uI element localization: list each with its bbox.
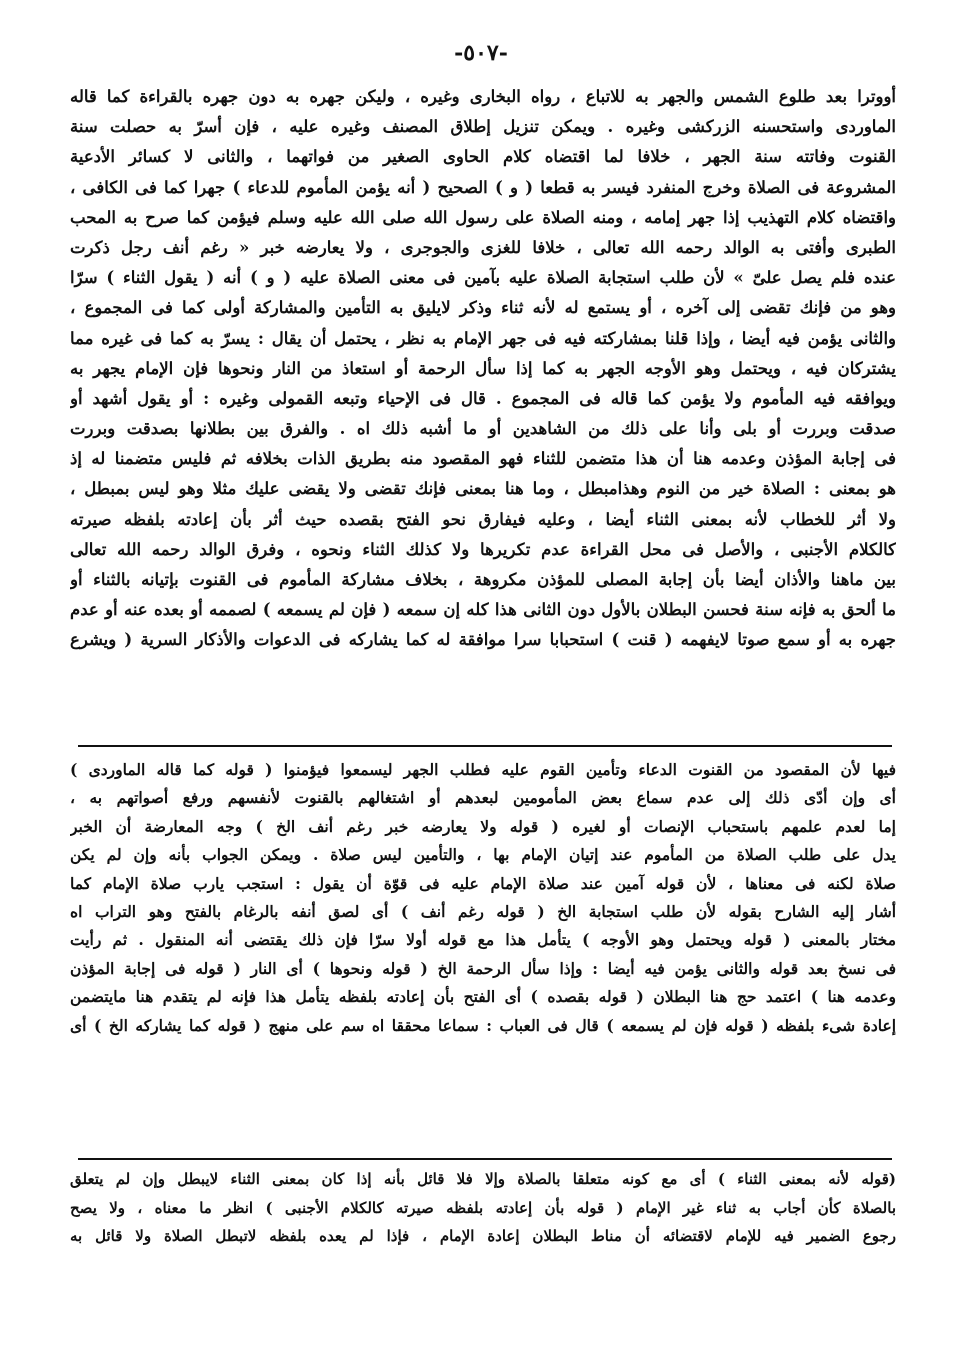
main-text-line: أووترا بعد طلوع الشمس والجهر به للاتباع ، رواه البخارى وغيره ، وليكن جهره به دون جهره بالقراءة كما قاله <box>70 87 896 106</box>
commentary-line: إما لعدم علمهم باستحباب الإنصات أو لغيره ( قوله ولا يعارضه خبر رغم أنف الخ ) وجه المعارضة أن الخبر <box>70 816 896 836</box>
page-number: -٥٠٧- <box>454 40 508 66</box>
commentary-block <box>70 756 896 1040</box>
commentary-line: صلاة لكنه فى معناها ، لأن قوله آمين عند صلاة الإمام عليه فى قوّة أن يقول : استجب يارب صلاة الإمام كما <box>70 873 896 893</box>
commentary-line: أشار إليه الشارح بقوله لأن طلب استجابة الخ ( قوله رغم أنف ) أى لصق أنفه بالرغام بالفتح وهو التراب اه <box>70 901 896 921</box>
main-text-line: فى إجابة المؤذن وعدمه هنا أن هذا متضمن للثناء فهو المقصود منه بطريق الذات بخلافه ثم فليس متضمنا له إذ <box>70 449 896 469</box>
commentary-line: إعادة شىء بلفظه ( قوله فإن لم يسمعه ) قال فى العباب : سماعا محققا اه سم على منهج ( قوله كما يشاركه الخ ) أى <box>70 1015 896 1035</box>
main-text-line: الماوردى واستحسنه الزركشى وغيره . ويمكن تنزيل إطلاق المصنف وغيره عليه ، فإن أسرّ به حصلت سنة <box>70 117 896 137</box>
main-text-line: هو بمعنى : الصلاة خير من النوم وهذامبطل ، وما هنا بمعنى فإنك تقضى ولا يقضى عليك مثلا وهو ليس بمبطل ، <box>70 479 896 499</box>
commentary-line: وعدمه هنا ) اعتمد حج هنا البطلان ( قوله بقصده ) أى الفتح بأن إعادته بلفظه يتأمل هذا فإنه لم يتقدم هنا مايتضمن <box>70 987 896 1007</box>
main-text-line: عنده فلم يصل علىّ » لأن طلب استجابة الصلاة عليه بآمين فى معنى الصلاة عليه ( و ) أنه ( يقول الثناء ) سرّا <box>70 268 896 288</box>
commentary-line: فى نسخ بعد قوله والثانى يؤمن فيه أيضا : وإذا سأل الرحمة الخ ( قوله ونحوها ) أى النار ( قوله فى إجابة المؤذن <box>70 958 896 978</box>
notes-block <box>70 1165 896 1251</box>
main-text-line: ويوافقه فيه المأموم ولا يؤمن كما قاله فى المجموع . قال فى الإحياء وتبعه القمولى وغيره : أو يقول أشهد أو <box>70 388 896 408</box>
main-text-line: بين ماهنا والأذان أيضا بأن إجابة المصلى للمؤذن مكروهة ، بخلاف مشاركة المأموم فى القنوت بإتيانه بالثناء أو <box>70 570 896 589</box>
main-text-line: المشروعة فى الصلاة وخرج المنفرد فيسر به قطعا ( و ) الصحيح ( أنه يؤمن المأموم للدعاء ) جهرا كما فى الكافى ، <box>70 177 896 197</box>
main-text-line: كالكلام الأجنبى ، والأصل فى محل القراءة عدم تكريرها ولا كذلك الثناء ونحوه ، وفرق الوالد رحمه الله تعالى <box>70 539 896 559</box>
notes-divider <box>78 1158 892 1160</box>
main-text-line: واقتضاه كلام التهذيب إذا جهر إمامه ، ومنه الصلاة على رسول الله صلى الله عليه وسلم فيؤمن كما صرح به المحب <box>70 207 896 227</box>
main-text-line: يشتركان فيه ، ويحتمل وهو الأوجه الجهر به كما إذا سأل الرحمة أو استعاذ من النار ونحوها فإن الإمام يجهر به <box>70 358 896 378</box>
main-text-line: جهره به أو سمع صوتا لايفهمه ( قنت ) استحبابا سرا موافقة له كما يشاركه فى الدعوات والأذكار السرية ( ويشرع <box>70 630 896 650</box>
main-text-line: والثانى يؤمن فيه أيضا ، وإذا قلنا بمشاركته فيه فى جهر الإمام به نظر ، يحتمل أن يقال : يسرّ به كما فى غيره مما <box>70 328 896 348</box>
main-text-line: ما ألحق به فإنه سنة فحسن البطلان بالأول دون الثانى هذا كله إن سمعه ( فإن لم يسمعه ) لصممه أو بعده عنه أو عدم <box>70 600 896 620</box>
commentary-divider <box>78 745 892 747</box>
main-text-line: الطبرى وأفتى به الوالد رحمه الله تعالى ، خلافا للغزى والجوجرى ، ولا يعارضه خبر « رغم أنف رجل ذكرت <box>70 237 896 257</box>
commentary-line: أى وإن أدّى ذلك إلى عدم سماع بعض المأمومين لبعدهم أو اشتغالهم بالقنوت لأنفسهم ورفع أصواتهم به ، <box>70 788 896 808</box>
note-line: بالصلاة كأن أجاب به ثناء غير الإمام ( قوله بأن إعادته بلفظه صيرته كالكلام الأجنبى ) انظر ما معناه ، ولا يصح <box>70 1198 896 1217</box>
commentary-line: فيها لأن المقصود من القنوت الدعاء وتأمين القوم عليه فطلب الجهر ليسمعوا فيؤمنوا ( قوله كما قاله الماوردى ) <box>70 760 896 779</box>
commentary-line: مختار بالمعنى ( قوله ويحتمل وهو الأوجه ) يتأمل هذا مع قوله أولا سرّا فإن ذلك يقتضى أنه المنقول . ثم رأيت <box>70 930 896 950</box>
note-line: (قوله لأنه بمعنى الثناء ) أى مع كونه متعلقا بالصلاة وإلا فلا قائل بأنه إذا كان بمعنى الثناء لايبطل وإن لم يتعلق <box>70 1170 896 1188</box>
main-text-line: وهو من فإنك تقضى إلى آخره ، أو يستمع له لأنه ثناء وذكر لايليق به التأمين والمشاركة أولى كما فى المجموع ، <box>70 298 896 318</box>
commentary-line: يدل على طلب الصلاة من المأموم عند إتيان الإمام بها ، والتأمين ليس صلاة . ويمكن الجواب بأنه وإن لم يكن <box>70 845 896 865</box>
main-text-line: القنوت وفاتته سنة الجهر ، خلافا لما اقتضاه كلام الحاوى الصغير من فواتهما ، والثانى لا كسائر الأدعية <box>70 147 896 167</box>
main-text-block <box>70 82 896 656</box>
main-text-line: صدقت وبررت أو بلى وأنا على ذلك من الشاهدين أو ما أشبه ذلك اه . والفرق بين بطلانها بصدقت وبررت <box>70 419 896 439</box>
note-line: رجوع الضمير فيه للإمام لاقتضائه أن مناط البطلان إعادة الإمام ، فإذا لم يعده بلفظه لاتبطل الصلاة ولا قائل به <box>70 1227 896 1246</box>
main-text-line: ولا أثر للخطاب لأنه بمعنى الثناء أيضا ، وعليه فيفارق نحو الفتح بقصده حيث أثر بأن إعادته بلفظه صيرته <box>70 509 896 529</box>
